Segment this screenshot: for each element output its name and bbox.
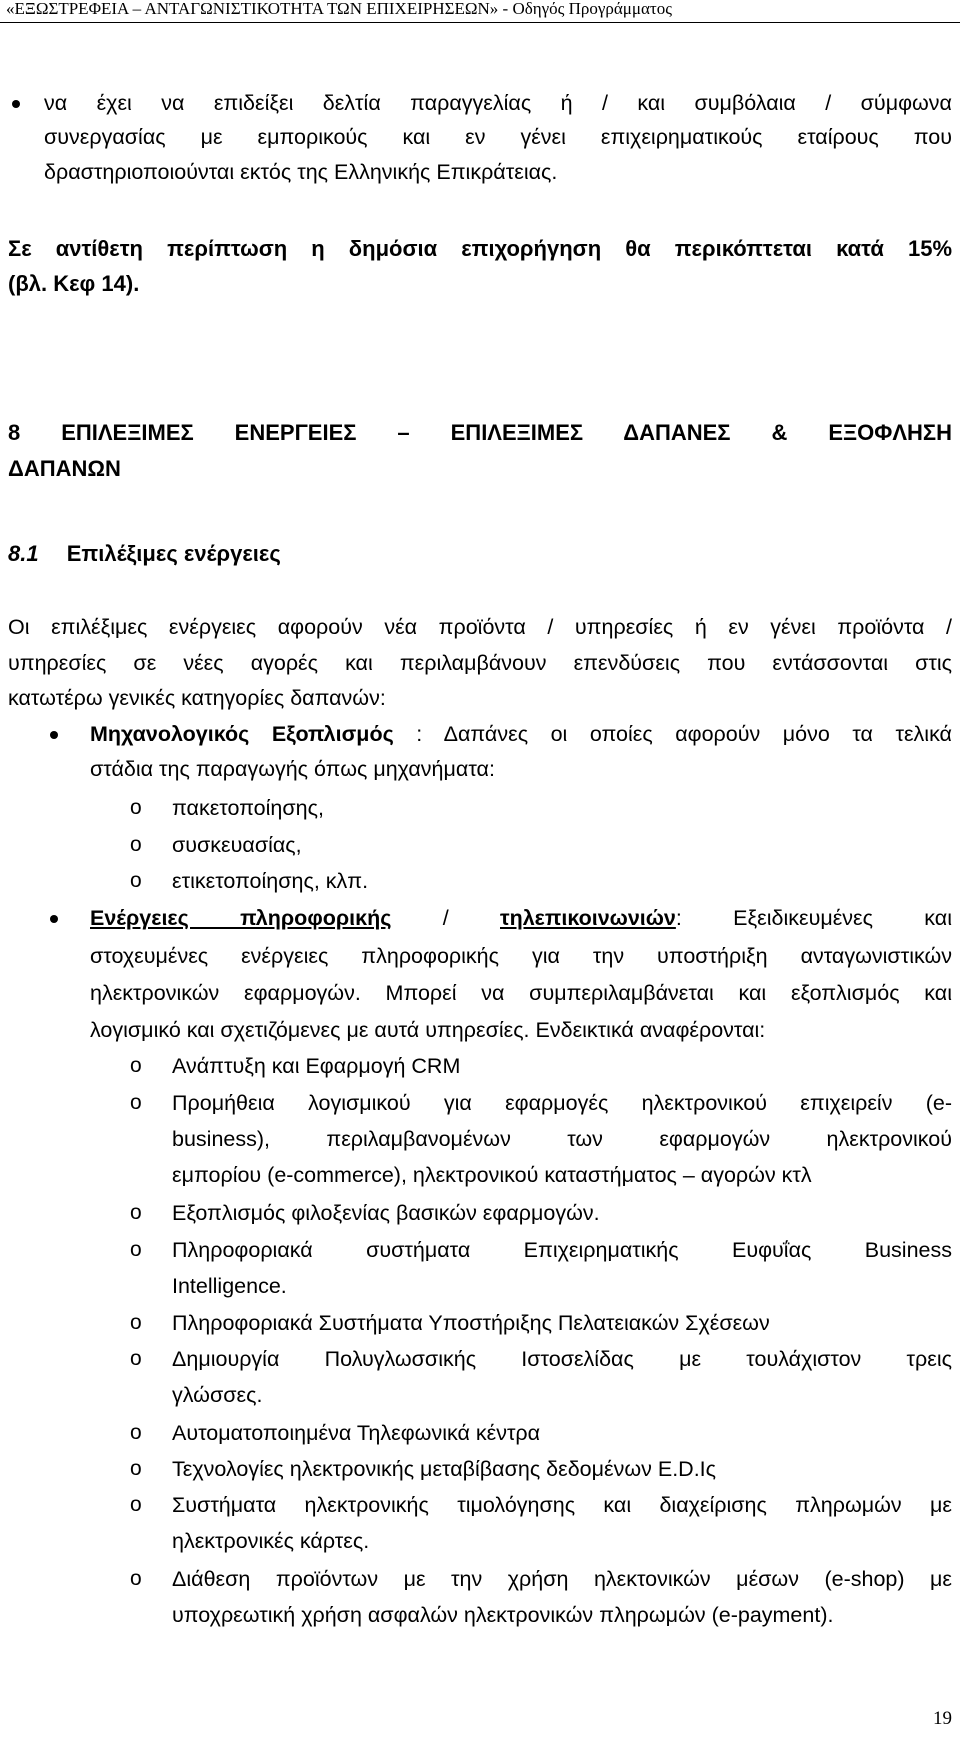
machinery-text: : Δαπάνες οι οποίες αφορούν μόνο τα τελικά bbox=[393, 722, 952, 746]
paragraph-line: κατωτέρω γενικές κατηγορίες δαπανών: bbox=[8, 686, 386, 710]
o-bullet: o bbox=[130, 796, 142, 819]
machinery-item: πακετοποίησης, bbox=[172, 796, 324, 820]
it-item-line: Αυτοματοποιημένα Τηλεφωνικά κέντρα bbox=[172, 1421, 541, 1445]
header-rule bbox=[0, 22, 960, 23]
o-bullet: o bbox=[130, 1421, 142, 1444]
it-item-line: Ανάπτυξη και Εφαρμογή CRM bbox=[172, 1054, 461, 1078]
intro-bullet-line: να έχει να επιδείξει δελτία παραγγελίας ή / και συμβόλαια / σύμφωνα bbox=[44, 91, 952, 115]
it-item-line: Προμήθεια λογισμικού για εφαρμογές ηλεκτρονικού επιχειρείν (e- bbox=[172, 1091, 952, 1115]
penalty-note-line: Σε αντίθετη περίπτωση η δημόσια επιχορήγηση θα περικόπτεται κατά 15% bbox=[8, 236, 952, 261]
intro-bullet-line: συνεργασίας με εμπορικούς και εν γένει επιχειρηματικούς εταίρους που bbox=[44, 125, 952, 149]
machinery-item: συσκευασίας, bbox=[172, 833, 302, 857]
penalty-note-line: (βλ. Κεφ 14). bbox=[8, 271, 140, 296]
it-item-line: Τεχνολογίες ηλεκτρονικής μεταβίβασης δεδομένων E.D.Iς bbox=[172, 1457, 717, 1481]
it-item-line: εμπορίου (e-commerce), ηλεκτρονικού καταστήματος – αγορών κτλ bbox=[172, 1163, 812, 1187]
it-item-line: Πληροφοριακά συστήματα Επιχειρηματικής Ευφυΐας Business bbox=[172, 1238, 952, 1262]
machinery-line bbox=[90, 721, 952, 747]
section-8-title-cont: ΔΑΠΑΝΩΝ bbox=[8, 456, 121, 481]
o-bullet: o bbox=[130, 1567, 142, 1590]
it-item-line: Εξοπλισμός φιλοξενίας βασικών εφαρμογών. bbox=[172, 1201, 600, 1225]
o-bullet: o bbox=[130, 1457, 142, 1480]
machinery-line: στάδια της παραγωγής όπως μηχανήματα: bbox=[90, 757, 495, 781]
o-bullet: o bbox=[130, 1347, 142, 1370]
o-bullet: o bbox=[130, 1201, 142, 1224]
it-item-line: ηλεκτρονικές κάρτες. bbox=[172, 1529, 370, 1553]
telecom-label: τηλεπικοινωνιών bbox=[500, 906, 676, 930]
o-bullet: o bbox=[130, 833, 142, 856]
it-item-line: Συστήματα ηλεκτρονικής τιμολόγησης και διαχείρισης πληρωμών με bbox=[172, 1493, 952, 1517]
it-line bbox=[90, 905, 952, 931]
it-text: : Εξειδικευμένες και bbox=[675, 906, 952, 930]
o-bullet: o bbox=[130, 1493, 142, 1516]
section-title: Επιλέξιμες ενέργειες bbox=[66, 541, 281, 566]
machinery-label: Μηχανολογικός Εξοπλισμός bbox=[90, 722, 394, 746]
it-label: Ενέργειες πληροφορικής bbox=[90, 906, 392, 930]
section-number: 8.1 bbox=[8, 541, 39, 566]
bullet-dot bbox=[50, 731, 58, 739]
bullet-dot bbox=[12, 100, 20, 108]
it-separator: / bbox=[391, 906, 500, 930]
o-bullet: o bbox=[130, 1054, 142, 1077]
o-bullet: o bbox=[130, 1238, 142, 1261]
bullet-dot bbox=[50, 915, 58, 923]
page-number: 19 bbox=[933, 1708, 952, 1729]
it-item-line: υποχρεωτική χρήση ασφαλών ηλεκτρονικών πληρωμών (e-payment). bbox=[172, 1603, 834, 1627]
it-item-line: Δημιουργία Πολυγλωσσικής Ιστοσελίδας με τουλάχιστον τρεις bbox=[172, 1347, 952, 1371]
it-line: λογισμικό και σχετιζόμενες με αυτά υπηρεσίες. Ενδεικτικά αναφέρονται: bbox=[90, 1018, 766, 1042]
paragraph-line: υπηρεσίες σε νέες αγορές και περιλαμβάνουν επενδύσεις που εντάσσονται στις bbox=[8, 651, 952, 675]
it-line: στοχευμένες ενέργειες πληροφορικής για την υποστήριξη ανταγωνιστικών bbox=[90, 944, 952, 968]
it-item-line: γλώσσες. bbox=[172, 1383, 263, 1407]
paragraph-line: Οι επιλέξιμες ενέργειες αφορούν νέα προϊόντα / υπηρεσίες ή εν γένει προϊόντα / bbox=[8, 615, 952, 639]
section-8-title: 8 ΕΠΙΛΕΞΙΜΕΣ ΕΝΕΡΓΕΙΕΣ – ΕΠΙΛΕΞΙΜΕΣ ΔΑΠΑΝΕΣ & ΕΞΟΦΛΗΣΗ bbox=[8, 420, 952, 445]
o-bullet: o bbox=[130, 869, 142, 892]
it-line: ηλεκτρονικών εφαρμογών. Μπορεί να συμπεριλαμβάνεται και εξοπλισμός και bbox=[90, 981, 952, 1005]
it-item-line: business), περιλαμβανομένων των εφαρμογών ηλεκτρονικού bbox=[172, 1127, 952, 1151]
running-header: «ΕΞΩΣΤΡΕΦΕΙΑ – ΑΝΤΑΓΩΝΙΣΤΙΚΟΤΗΤΑ ΤΩΝ ΕΠΙΧΕΙΡΗΣΕΩΝ» - Οδηγός Προγράμματος bbox=[6, 0, 672, 18]
section-8-1-heading bbox=[8, 541, 281, 567]
it-item-line: Διάθεση προϊόντων με την χρήση ηλεκτονικών μέσων (e-shop) με bbox=[172, 1567, 952, 1591]
it-item-line: Πληροφοριακά Συστήματα Υποστήριξης Πελατειακών Σχέσεων bbox=[172, 1311, 770, 1335]
intro-bullet-line: δραστηριοποιούνται εκτός της Ελληνικής Επικράτειας. bbox=[44, 160, 558, 184]
o-bullet: o bbox=[130, 1311, 142, 1334]
machinery-item: ετικετοποίησης, κλπ. bbox=[172, 869, 369, 893]
o-bullet: o bbox=[130, 1091, 142, 1114]
it-item-line: Intelligence. bbox=[172, 1274, 287, 1298]
